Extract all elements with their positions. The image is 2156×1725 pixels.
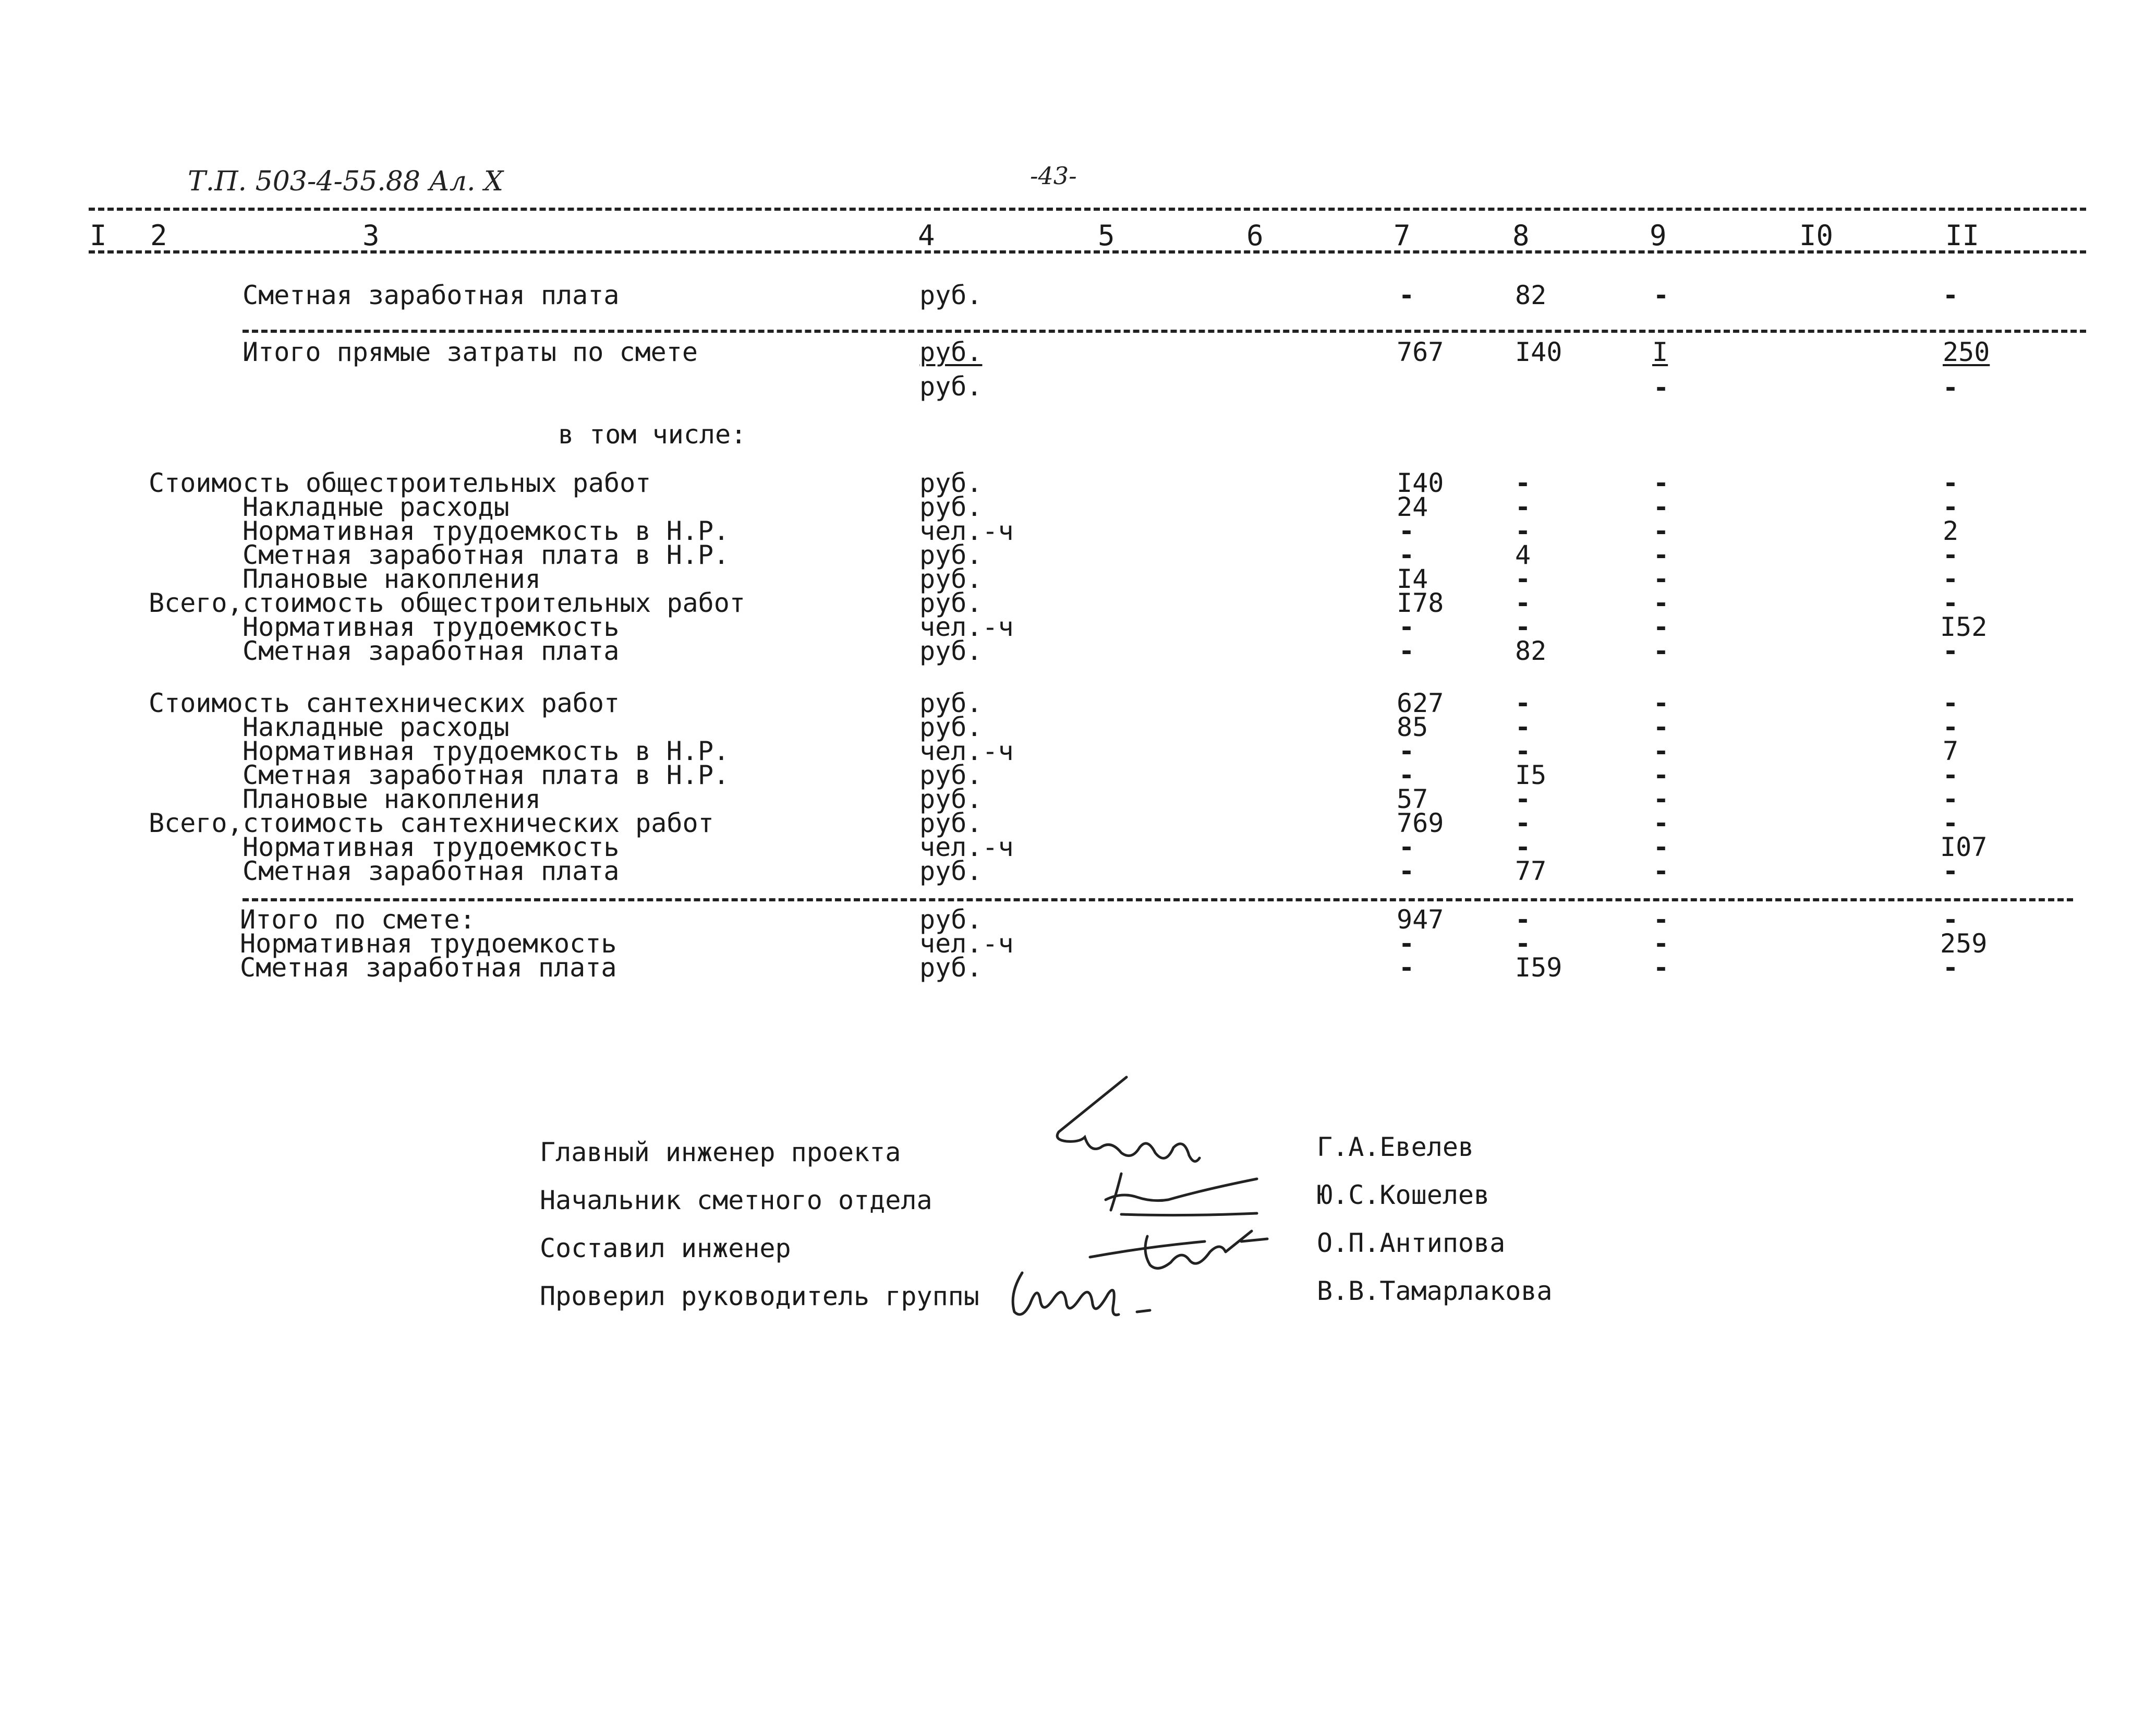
cell-col7: - xyxy=(1399,540,1415,570)
cell-col7: 57 xyxy=(1397,784,1428,814)
cell-col9: I xyxy=(1652,337,1668,367)
page-number: -43- xyxy=(1030,162,1077,190)
column-number-3: 3 xyxy=(362,219,380,252)
row-unit: чел.-ч xyxy=(919,928,1014,959)
cell-col8: - xyxy=(1515,688,1531,718)
cell-col7: - xyxy=(1399,928,1415,959)
row-label: Нормативная трудоемкость в Н.Р. xyxy=(243,516,730,546)
cell-col9: - xyxy=(1653,564,1669,594)
cell-col8: - xyxy=(1515,612,1531,642)
row-label: Нормативная трудоемкость в Н.Р. xyxy=(243,736,730,766)
cell-col11: - xyxy=(1943,712,1959,742)
section-divider xyxy=(243,898,2073,901)
cell-col11: - xyxy=(1943,540,1959,570)
row-unit: руб. xyxy=(919,337,983,367)
cell-col9: - xyxy=(1653,760,1669,790)
cell-col8: I40 xyxy=(1515,337,1563,367)
cell-col9: - xyxy=(1653,928,1669,959)
cell-col9: - xyxy=(1653,736,1669,766)
cell-col7: - xyxy=(1399,736,1415,766)
row-label: Всего,стоимость общестроительных работ xyxy=(149,588,745,618)
cell-col11: - xyxy=(1943,760,1959,790)
header-divider-bottom xyxy=(89,250,2086,254)
cell-col8: - xyxy=(1515,492,1531,522)
cell-col8: I59 xyxy=(1515,952,1563,983)
cell-col7: - xyxy=(1399,832,1415,862)
cell-col11: 259 xyxy=(1940,928,1988,959)
cell-col9: - xyxy=(1653,952,1669,983)
signature-role: Составил инженер xyxy=(540,1233,791,1263)
cell-col11: - xyxy=(1943,280,1959,310)
signature-name: Ю.С.Кошелев xyxy=(1317,1180,1490,1210)
cell-col11: 2 xyxy=(1943,516,1959,546)
cell-col11: - xyxy=(1943,904,1959,935)
column-number-8: 8 xyxy=(1512,219,1530,252)
cell-col8: - xyxy=(1515,516,1531,546)
cell-col9: - xyxy=(1653,808,1669,838)
cell-col11: - xyxy=(1943,564,1959,594)
cell-col7: 627 xyxy=(1397,688,1444,718)
row-unit: чел.-ч xyxy=(919,612,1014,642)
cell-col8: I5 xyxy=(1515,760,1547,790)
column-number-4: 4 xyxy=(918,219,935,252)
handwritten-signature-2 xyxy=(1100,1168,1278,1226)
cell-col8: 77 xyxy=(1515,856,1547,886)
cell-col7: - xyxy=(1399,760,1415,790)
signature-name: В.В.Тамарлакова xyxy=(1317,1276,1553,1306)
row-label: Нормативная трудоемкость xyxy=(243,832,620,862)
cell-col9: - xyxy=(1653,636,1669,666)
row-unit: руб. xyxy=(919,904,983,935)
cell-col11: I07 xyxy=(1940,832,1988,862)
cell-col11: - xyxy=(1943,468,1959,498)
cell-col8: - xyxy=(1515,808,1531,838)
row-unit: руб. xyxy=(919,760,983,790)
row-label: Сметная заработная плата в Н.Р. xyxy=(243,540,730,570)
cell-col9: - xyxy=(1653,712,1669,742)
row-unit: руб. xyxy=(919,588,983,618)
column-number-2: 2 xyxy=(150,219,167,252)
row-unit: руб. xyxy=(919,280,983,310)
cell-col7: 24 xyxy=(1397,492,1428,522)
row-label: Плановые накопления xyxy=(243,564,541,594)
cell-col8: - xyxy=(1515,736,1531,766)
row-unit: чел.-ч xyxy=(919,832,1014,862)
cell-col8: 82 xyxy=(1515,280,1547,310)
subtotal-heading: в том числе: xyxy=(558,419,747,450)
row-unit: руб. xyxy=(919,952,983,983)
cell-col8: - xyxy=(1515,928,1531,959)
cell-col8: - xyxy=(1515,468,1531,498)
column-number-9: 9 xyxy=(1650,219,1667,252)
row-unit: руб. xyxy=(919,712,983,742)
row-label: Сметная заработная плата xyxy=(243,856,620,886)
row-label: Сметная заработная плата xyxy=(240,952,617,983)
cell-col9: - xyxy=(1653,280,1669,310)
row-unit: руб. xyxy=(919,688,983,718)
cell-col8: - xyxy=(1515,564,1531,594)
row-unit-second: руб. xyxy=(919,371,983,402)
column-number-5: 5 xyxy=(1098,219,1115,252)
document-code: Т.П. 503-4-55.88 Ал. Х xyxy=(188,166,504,197)
cell-col9-second: - xyxy=(1653,372,1669,403)
cell-col9: - xyxy=(1653,492,1669,522)
row-label: Накладные расходы xyxy=(243,712,510,742)
cell-col7: - xyxy=(1399,952,1415,983)
column-number-11: II xyxy=(1945,219,1980,252)
row-unit: руб. xyxy=(919,540,983,570)
row-label: Нормативная трудоемкость xyxy=(240,928,617,959)
cell-col7: 85 xyxy=(1397,712,1428,742)
cell-col11: 7 xyxy=(1943,736,1959,766)
cell-col9: - xyxy=(1653,904,1669,935)
cell-col11: - xyxy=(1943,784,1959,814)
cell-col7: - xyxy=(1399,280,1415,310)
cell-col9: - xyxy=(1653,516,1669,546)
row-label: Нормативная трудоемкость xyxy=(243,612,620,642)
column-number-1: I xyxy=(90,219,107,252)
column-number-10: I0 xyxy=(1799,219,1834,252)
cell-col7: I78 xyxy=(1397,588,1444,618)
cell-col11: - xyxy=(1943,856,1959,886)
cell-col7: - xyxy=(1399,516,1415,546)
row-unit: руб. xyxy=(919,564,983,594)
cell-col11: - xyxy=(1943,808,1959,838)
section-divider xyxy=(243,330,2086,333)
cell-col8: - xyxy=(1515,832,1531,862)
cell-col11: - xyxy=(1943,688,1959,718)
row-unit: руб. xyxy=(919,636,983,666)
cell-col8: 4 xyxy=(1515,540,1531,570)
cell-col11: - xyxy=(1943,492,1959,522)
row-label: Сметная заработная плата xyxy=(243,636,620,666)
row-label: Стоимость общестроительных работ xyxy=(149,468,651,498)
cell-col11: - xyxy=(1943,588,1959,618)
row-unit: руб. xyxy=(919,468,983,498)
cell-col9: - xyxy=(1653,784,1669,814)
row-label: Сметная заработная плата в Н.Р. xyxy=(243,760,730,790)
cell-col9: - xyxy=(1653,540,1669,570)
cell-col9: - xyxy=(1653,856,1669,886)
signature-name: О.П.Антипова xyxy=(1317,1228,1506,1258)
cell-col9: - xyxy=(1653,688,1669,718)
row-label: Всего,стоимость сантехнических работ xyxy=(149,808,714,838)
row-label: Плановые накопления xyxy=(243,784,541,814)
cell-col9: - xyxy=(1653,832,1669,862)
cell-col7: 947 xyxy=(1397,904,1444,935)
cell-col11: - xyxy=(1943,636,1959,666)
cell-col8: - xyxy=(1515,904,1531,935)
row-unit: руб. xyxy=(919,492,983,522)
cell-col11: - xyxy=(1943,952,1959,983)
signature-role: Главный инженер проекта xyxy=(540,1137,901,1167)
row-label: Стоимость сантехнических работ xyxy=(149,688,620,718)
signature-name: Г.А.Евелев xyxy=(1317,1132,1474,1162)
cell-col7: - xyxy=(1399,612,1415,642)
cell-col7: I4 xyxy=(1397,564,1428,594)
column-number-6: 6 xyxy=(1246,219,1264,252)
row-label: Итого по смете: xyxy=(240,904,476,935)
row-unit: чел.-ч xyxy=(919,736,1014,766)
handwritten-signature-4 xyxy=(1007,1262,1173,1325)
cell-col7: - xyxy=(1399,856,1415,886)
row-unit: руб. xyxy=(919,808,983,838)
row-unit: руб. xyxy=(919,856,983,886)
cell-col7: I40 xyxy=(1397,468,1444,498)
cell-col9: - xyxy=(1653,612,1669,642)
cell-col8: - xyxy=(1515,588,1531,618)
row-label: Сметная заработная плата xyxy=(243,280,620,310)
header-divider-top xyxy=(89,208,2086,211)
cell-col8: 82 xyxy=(1515,636,1547,666)
row-label: Итого прямые затраты по смете xyxy=(243,337,698,367)
cell-col7: 769 xyxy=(1397,808,1444,838)
row-unit: чел.-ч xyxy=(919,516,1014,546)
cell-col9: - xyxy=(1653,588,1669,618)
cell-col7: - xyxy=(1399,636,1415,666)
cell-col8: - xyxy=(1515,712,1531,742)
cell-col11: 250 xyxy=(1943,337,1990,367)
cell-col8: - xyxy=(1515,784,1531,814)
signature-role: Проверил руководитель группы xyxy=(540,1281,979,1311)
cell-col7: 767 xyxy=(1397,337,1444,367)
column-number-7: 7 xyxy=(1394,219,1411,252)
cell-col9: - xyxy=(1653,468,1669,498)
row-label: Накладные расходы xyxy=(243,492,510,522)
signature-role: Начальник сметного отдела xyxy=(540,1185,932,1215)
handwritten-signature-1 xyxy=(1043,1075,1210,1179)
row-unit: руб. xyxy=(919,784,983,814)
cell-col11: I52 xyxy=(1940,612,1988,642)
cell-col11-second: - xyxy=(1943,372,1959,403)
